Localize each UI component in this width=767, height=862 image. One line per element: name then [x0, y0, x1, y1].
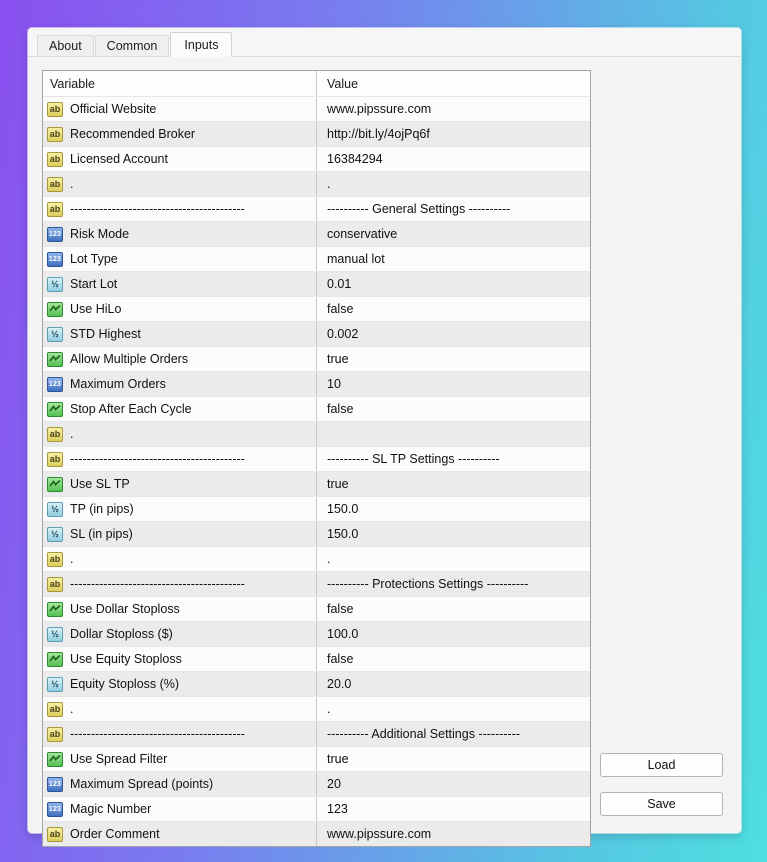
double-parameter-icon: ½: [47, 277, 63, 292]
variable-cell: [43, 347, 316, 371]
value-label: 20.0: [327, 677, 352, 691]
table-row[interactable]: [43, 721, 590, 746]
variable-cell: [43, 672, 316, 696]
value-cell[interactable]: [316, 647, 590, 671]
variable-label: TP (in pips): [70, 502, 134, 516]
value-cell[interactable]: [316, 122, 590, 146]
value-cell[interactable]: [316, 697, 590, 721]
value-label: ---------- SL TP Settings ----------: [327, 452, 500, 466]
variable-label: Risk Mode: [70, 227, 130, 241]
load-button[interactable]: Load: [600, 753, 723, 777]
double-parameter-icon: ½: [47, 527, 63, 542]
table-row[interactable]: [43, 671, 590, 696]
variable-label: .: [70, 177, 74, 191]
value-label: .: [327, 177, 331, 191]
value-cell[interactable]: [316, 197, 590, 221]
value-label: 150.0: [327, 527, 359, 541]
variable-cell: [43, 322, 316, 346]
variable-label: ------------------------------------------: [70, 727, 245, 741]
table-row[interactable]: [43, 496, 590, 521]
table-row[interactable]: [43, 421, 590, 446]
double-parameter-icon: ½: [47, 627, 63, 642]
integer-parameter-icon: 123: [47, 802, 63, 817]
value-cell[interactable]: [316, 372, 590, 396]
integer-parameter-icon: 123: [47, 777, 63, 792]
variable-cell: [43, 247, 316, 271]
table-row[interactable]: [43, 296, 590, 321]
column-header-value[interactable]: Value: [316, 71, 590, 96]
tab-inputs[interactable]: Inputs: [170, 32, 232, 57]
table-row[interactable]: [43, 196, 590, 221]
text-parameter-icon: ab: [47, 452, 63, 467]
value-label: false: [327, 652, 354, 666]
boolean-parameter-icon: [47, 477, 63, 492]
value-cell[interactable]: [316, 347, 590, 371]
value-label: www.pipssure.com: [327, 102, 432, 116]
value-cell[interactable]: [316, 422, 590, 446]
table-row[interactable]: [43, 771, 590, 796]
variable-cell: [43, 222, 316, 246]
text-parameter-icon: ab: [47, 102, 63, 117]
value-cell[interactable]: [316, 447, 590, 471]
value-cell[interactable]: [316, 622, 590, 646]
tab-about[interactable]: About: [37, 35, 94, 56]
value-label: .: [327, 552, 331, 566]
variable-cell: [43, 547, 316, 571]
variable-cell: [43, 297, 316, 321]
value-cell[interactable]: [316, 497, 590, 521]
table-row[interactable]: [43, 121, 590, 146]
variable-label: Use Dollar Stoploss: [70, 602, 180, 616]
value-cell[interactable]: [316, 272, 590, 296]
value-label: 100.0: [327, 627, 359, 641]
value-label: false: [327, 402, 354, 416]
variable-cell: [43, 822, 316, 846]
value-label: conservative: [327, 227, 398, 241]
variable-label: .: [70, 552, 74, 566]
value-cell[interactable]: [316, 772, 590, 796]
text-parameter-icon: ab: [47, 177, 63, 192]
variable-cell: [43, 197, 316, 221]
variable-label: Start Lot: [70, 277, 118, 291]
table-row[interactable]: [43, 321, 590, 346]
variable-cell: [43, 447, 316, 471]
boolean-parameter-icon: [47, 752, 63, 767]
value-label: 10: [327, 377, 341, 391]
table-row[interactable]: [43, 696, 590, 721]
text-parameter-icon: ab: [47, 727, 63, 742]
variable-cell: [43, 272, 316, 296]
value-label: ---------- General Settings ----------: [327, 202, 511, 216]
value-cell[interactable]: [316, 722, 590, 746]
tab-common[interactable]: Common: [95, 35, 170, 56]
variable-label: Maximum Orders: [70, 377, 166, 391]
value-cell[interactable]: [316, 822, 590, 846]
variable-label: Use Spread Filter: [70, 752, 168, 766]
variable-cell: [43, 172, 316, 196]
value-label: 0.002: [327, 327, 359, 341]
boolean-parameter-icon: [47, 352, 63, 367]
inputs-table-body: [43, 96, 590, 846]
text-parameter-icon: ab: [47, 702, 63, 717]
table-row[interactable]: [43, 521, 590, 546]
table-row[interactable]: [43, 221, 590, 246]
value-label: 16384294: [327, 152, 383, 166]
variable-label: SL (in pips): [70, 527, 133, 541]
table-row[interactable]: [43, 646, 590, 671]
variable-label: Dollar Stoploss ($): [70, 627, 173, 641]
variable-cell: [43, 597, 316, 621]
variable-cell: [43, 622, 316, 646]
table-row[interactable]: [43, 821, 590, 846]
variable-label: Official Website: [70, 102, 157, 116]
value-cell[interactable]: [316, 547, 590, 571]
boolean-parameter-icon: [47, 302, 63, 317]
variable-cell: [43, 647, 316, 671]
boolean-parameter-icon: [47, 652, 63, 667]
table-row[interactable]: [43, 546, 590, 571]
value-label: ---------- Protections Settings ----------: [327, 577, 529, 591]
variable-label: .: [70, 427, 74, 441]
value-cell[interactable]: [316, 172, 590, 196]
value-label: .: [327, 702, 331, 716]
text-parameter-icon: ab: [47, 427, 63, 442]
double-parameter-icon: ½: [47, 502, 63, 517]
ea-settings-dialog: [28, 28, 741, 841]
variable-cell: [43, 472, 316, 496]
text-parameter-icon: ab: [47, 827, 63, 842]
variable-cell: [43, 422, 316, 446]
text-parameter-icon: ab: [47, 127, 63, 142]
value-label: 0.01: [327, 277, 352, 291]
variable-cell: [43, 97, 316, 121]
integer-parameter-icon: 123: [47, 377, 63, 392]
variable-label: Maximum Spread (points): [70, 777, 214, 791]
table-row[interactable]: [43, 246, 590, 271]
double-parameter-icon: ½: [47, 327, 63, 342]
value-cell[interactable]: [316, 747, 590, 771]
table-row[interactable]: [43, 146, 590, 171]
value-cell[interactable]: [316, 472, 590, 496]
variable-cell: [43, 497, 316, 521]
variable-label: Equity Stoploss (%): [70, 677, 180, 691]
value-label: http://bit.ly/4ojPq6f: [327, 127, 430, 141]
value-cell[interactable]: [316, 222, 590, 246]
table-row[interactable]: [43, 346, 590, 371]
variable-label: Recommended Broker: [70, 127, 196, 141]
table-row[interactable]: [43, 796, 590, 821]
table-row[interactable]: [43, 96, 590, 121]
variable-label: STD Highest: [70, 327, 141, 341]
value-cell[interactable]: [316, 572, 590, 596]
variable-cell: [43, 372, 316, 396]
variable-cell: [43, 147, 316, 171]
table-row[interactable]: [43, 171, 590, 196]
table-row[interactable]: [43, 471, 590, 496]
table-row[interactable]: [43, 621, 590, 646]
value-cell[interactable]: [316, 147, 590, 171]
double-parameter-icon: ½: [47, 677, 63, 692]
value-cell[interactable]: [316, 247, 590, 271]
boolean-parameter-icon: [47, 602, 63, 617]
variable-label: Licensed Account: [70, 152, 168, 166]
table-row[interactable]: [43, 371, 590, 396]
table-row[interactable]: [43, 746, 590, 771]
variable-label: ------------------------------------------: [70, 577, 245, 591]
value-label: 123: [327, 802, 348, 816]
text-parameter-icon: ab: [47, 152, 63, 167]
variable-label: Magic Number: [70, 802, 152, 816]
text-parameter-icon: ab: [47, 202, 63, 217]
value-label: true: [327, 352, 349, 366]
value-cell[interactable]: [316, 672, 590, 696]
value-label: false: [327, 302, 354, 316]
variable-label: ------------------------------------------: [70, 202, 245, 216]
value-label: true: [327, 477, 349, 491]
table-row[interactable]: [43, 271, 590, 296]
text-parameter-icon: ab: [47, 552, 63, 567]
variable-label: Use SL TP: [70, 477, 130, 491]
value-cell[interactable]: [316, 397, 590, 421]
table-row[interactable]: [43, 571, 590, 596]
value-cell[interactable]: [316, 522, 590, 546]
variable-label: Stop After Each Cycle: [70, 402, 192, 416]
variable-label: Use Equity Stoploss: [70, 652, 182, 666]
variable-label: ------------------------------------------: [70, 452, 245, 466]
value-label: ---------- Additional Settings ----------: [327, 727, 521, 741]
integer-parameter-icon: 123: [47, 252, 63, 267]
table-row[interactable]: [43, 446, 590, 471]
value-cell[interactable]: [316, 322, 590, 346]
variable-label: Use HiLo: [70, 302, 122, 316]
variable-cell: [43, 122, 316, 146]
variable-cell: [43, 697, 316, 721]
tab-bar: [28, 28, 741, 57]
boolean-parameter-icon: [47, 402, 63, 417]
value-label: false: [327, 602, 354, 616]
table-header-row: [43, 71, 590, 96]
value-cell[interactable]: [316, 597, 590, 621]
variable-cell: [43, 722, 316, 746]
column-header-variable[interactable]: Variable: [50, 76, 95, 91]
variable-cell: [43, 747, 316, 771]
variable-cell: [43, 572, 316, 596]
value-cell[interactable]: [316, 97, 590, 121]
variable-label: Lot Type: [70, 252, 118, 266]
value-label: manual lot: [327, 252, 385, 266]
value-label: 20: [327, 777, 341, 791]
inputs-parameter-table: [42, 70, 591, 847]
variable-label: Order Comment: [70, 827, 160, 841]
integer-parameter-icon: 123: [47, 227, 63, 242]
table-row[interactable]: [43, 396, 590, 421]
variable-cell: [43, 522, 316, 546]
value-label: 150.0: [327, 502, 359, 516]
table-row[interactable]: [43, 596, 590, 621]
value-cell[interactable]: [316, 797, 590, 821]
value-cell[interactable]: [316, 297, 590, 321]
value-label: true: [327, 752, 349, 766]
variable-label: .: [70, 702, 74, 716]
save-button[interactable]: Save: [600, 792, 723, 816]
variable-cell: [43, 797, 316, 821]
value-label: www.pipssure.com: [327, 827, 432, 841]
text-parameter-icon: ab: [47, 577, 63, 592]
variable-cell: [43, 397, 316, 421]
variable-label: Allow Multiple Orders: [70, 352, 189, 366]
variable-cell: [43, 772, 316, 796]
